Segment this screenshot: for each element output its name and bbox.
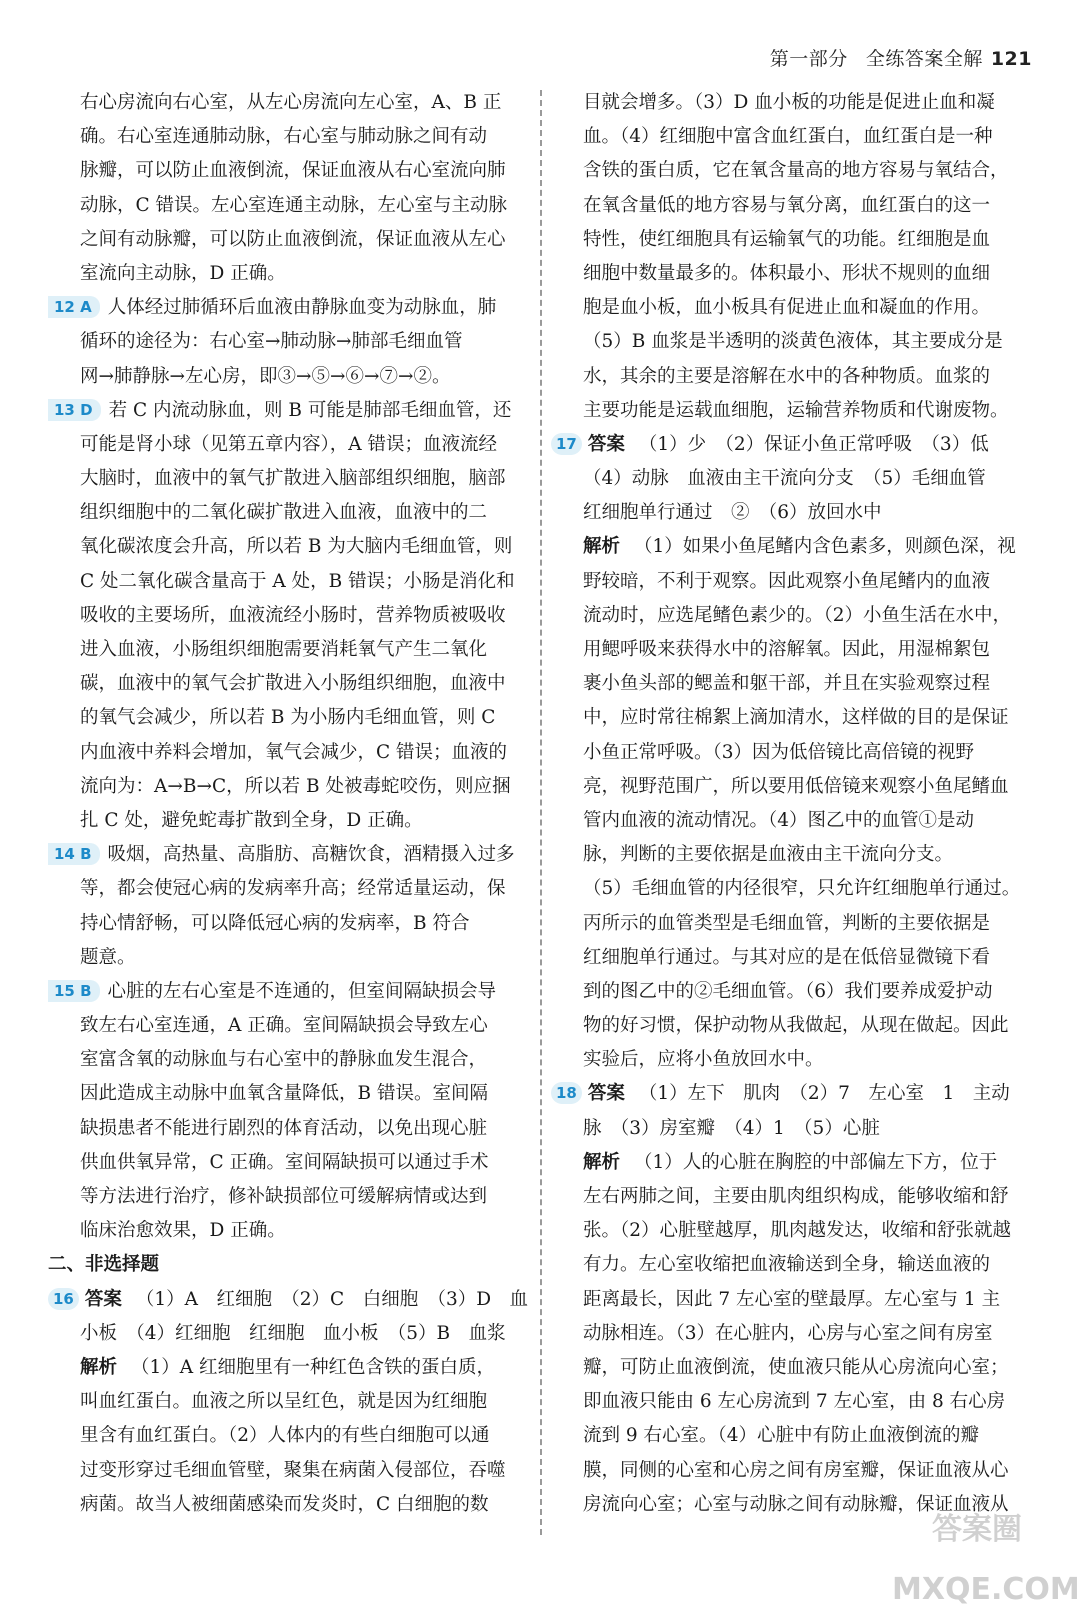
answer-label: 答案 xyxy=(84,1288,122,1310)
text-line: （5）B 血浆是半透明的淡黄色液体，其主要成分是 xyxy=(583,331,1003,353)
text-line: 含铁的蛋白质，它在氧含量高的地方容易与氧结合， xyxy=(583,160,1009,182)
text-line: 主要功能是运载血细胞，运输营养物质和代谢废物。 xyxy=(583,399,1009,421)
watermark-logo: 答案圈 MXQE.COM xyxy=(892,1512,1080,1607)
answer-label: 答案 xyxy=(587,433,625,455)
text-line: （1）少 （2）保证小鱼正常呼吸 （3）低 xyxy=(638,433,989,455)
question-number-badge: 18 xyxy=(551,1082,582,1104)
text-line: 红细胞单行通过 ② （6）放回水中 xyxy=(583,502,882,524)
text-line: 右心房流向右心室，从左心房流向左心室，A、B 正 xyxy=(80,92,502,113)
text-line: 实验后，应将小鱼放回水中。 xyxy=(583,1049,824,1071)
text-line: 小板 （4）红细胞 红细胞 血小板 （5）B 血浆 xyxy=(80,1322,506,1344)
text-line: 水，其余的主要是溶解在水中的各种物质。血浆的 xyxy=(583,365,991,387)
text-line: 持心情舒畅，可以降低冠心病的发病率，B 符合 xyxy=(80,912,470,934)
text-line: 里含有血红蛋白。（2）人体内的有些白细胞可以通 xyxy=(80,1425,490,1447)
question-18 xyxy=(556,1077,1033,1521)
text-line: 叫血红蛋白。血液之所以呈红色，就是因为红细胞 xyxy=(80,1391,488,1413)
text-line: 过变形穿过毛细血管壁，聚集在病菌入侵部位，吞噬 xyxy=(80,1459,506,1481)
text-line: 致左右心室连通，A 正确。室间隔缺损会导致左心 xyxy=(80,1015,488,1037)
text-line: 红细胞单行通过。与其对应的是在低倍显微镜下看 xyxy=(583,946,991,968)
text-line: 进入血液，小肠组织细胞需要消耗氧气产生二氧化 xyxy=(80,639,488,660)
text-line: 等，都会使冠心病的发病率升高；经常适量运动，保 xyxy=(80,878,506,900)
left-column xyxy=(48,86,529,1522)
text-line: 在氧含量低的地方容易与氧分离，血红蛋白的这一 xyxy=(583,194,991,216)
text-line: 目就会增多。（3）D 血小板的功能是促进止血和凝 xyxy=(583,92,995,113)
text-line: 可能是肾小球（见第五章内容），A 错误；血液流经 xyxy=(80,433,497,455)
question-12 xyxy=(54,291,520,394)
text-line: 室流向主动脉，D 正确。 xyxy=(80,262,286,284)
text-line: 流向为：A→B→C，所以若 B 处被毒蛇咬伤，则应捆 xyxy=(80,775,511,797)
question-badge: 14 B xyxy=(48,843,100,865)
text-line: 胞是血小板，血小板具有促进止血和凝血的作用。 xyxy=(583,297,991,319)
question-13 xyxy=(54,394,520,838)
text-line: （1）如果小鱼尾鳍内含色素多，则颜色深，视 xyxy=(634,536,1016,558)
text-line: （1）人的心脏在胸腔的中部偏左下方，位于 xyxy=(634,1151,998,1173)
text-line: 循环的途径为：右心室→肺动脉→肺部毛细血管 xyxy=(80,331,463,353)
text-line: 题意。 xyxy=(80,946,136,968)
page-number: 121 xyxy=(990,48,1032,70)
text-line: 大脑时，血液中的氧气扩散进入脑部组织细胞，脑部 xyxy=(80,468,506,490)
text-line: 网→肺静脉→左心房，即③→⑤→⑥→⑦→②。 xyxy=(80,365,451,387)
text-line: 脉，判断的主要依据是血液由主干流向分支。 xyxy=(583,844,954,866)
text-line: 吸收的主要场所，血液流经小肠时，营养物质被吸收 xyxy=(80,604,506,626)
text-line: （1）左下 肌肉 （2）7 左心室 1 主动 xyxy=(638,1083,1010,1105)
analysis-label: 解析 xyxy=(583,1151,621,1173)
text-line: （4）动脉 血液由主干流向分支 （5）毛细血管 xyxy=(583,468,986,490)
text-line: 小鱼正常呼吸。（3）因为低倍镜比高倍镜的视野 xyxy=(583,741,975,763)
text-line: 膜，同侧的心室和心房之间有房室瓣，保证血液从心 xyxy=(583,1459,1009,1481)
text-line: （5）毛细血管的内径很窄，只允许红细胞单行通过。 xyxy=(583,878,1021,900)
question-badge: 12 A xyxy=(48,296,100,318)
text-line: 管内血液的流动情况。（4）图乙中的血管①是动 xyxy=(583,809,975,831)
text-line: 动脉相连。（3）在心脏内，心房与心室之间有房室 xyxy=(583,1322,993,1344)
column-divider xyxy=(540,90,542,1535)
text-line: 细胞中数量最多的。体积最小、形状不规则的血细 xyxy=(583,262,991,284)
text-line: 室富含氧的动脉血与右心室中的静脉血发生混合， xyxy=(80,1049,488,1071)
text-line: 病菌。故当人被细菌感染而发炎时，C 白细胞的数 xyxy=(80,1493,489,1515)
left-paragraph-continued xyxy=(80,86,520,291)
question-15 xyxy=(54,975,520,1249)
analysis-label: 解析 xyxy=(80,1356,118,1378)
question-number-badge: 17 xyxy=(551,433,582,455)
header-title: 全练答案全解 xyxy=(865,48,983,70)
text-line: 特性，使红细胞具有运输氧气的功能。红细胞是血 xyxy=(583,228,991,250)
text-line: 亮，视野范围广，所以要用低倍镜来观察小鱼尾鳍血 xyxy=(583,775,1009,797)
right-column xyxy=(556,86,1033,1522)
question-17 xyxy=(556,428,1033,1078)
text-line: 血。（4）红细胞中富含血红蛋白，血红蛋白是一种 xyxy=(583,126,993,148)
text-line: 裹小鱼头部的鳃盖和躯干部，并且在实验观察过程 xyxy=(583,673,991,695)
text-line: 的氧气会减少，所以若 B 为小肠内毛细血管，则 C xyxy=(80,707,496,729)
analysis-label: 解析 xyxy=(583,536,621,558)
text-line: 氧化碳浓度会升高，所以若 B 为大脑内毛细血管，则 xyxy=(80,536,513,558)
header-section: 第一部分 xyxy=(769,48,848,70)
text-line: 即血液只能由 6 左心房流到 7 左心室，由 8 右心房 xyxy=(583,1391,1006,1413)
text-line: 到的图乙中的②毛细血管。（6）我们要养成爱护动 xyxy=(583,980,993,1002)
text-line: 内血液中养料会增加，氧气会减少，C 错误；血液的 xyxy=(80,741,508,763)
text-line: （1）A 红细胞里有一种红色含铁的蛋白质， xyxy=(131,1356,496,1378)
text-line: 供血供氧异常，C 正确。室间隔缺损可以通过手术 xyxy=(80,1151,489,1173)
text-line: 张。（2）心脏壁越厚，肌肉越发达，收缩和舒张就越 xyxy=(583,1220,1012,1242)
text-line: 碳，血液中的氧气会扩散进入小肠组织细胞，血液中 xyxy=(80,673,506,695)
question-badge: 15 B xyxy=(48,980,100,1002)
text-line: 物的好习惯，保护动物从我做起，从现在做起。因此 xyxy=(583,1015,1009,1037)
text-line: 脉 （3）房室瓣 （4）1 （5）心脏 xyxy=(583,1117,880,1139)
text-line: （1）A 红细胞 （2）C 白细胞 （3）D 血 xyxy=(135,1288,529,1310)
text-line: 房流向心室；心室与动脉之间有动脉瓣，保证血液从 xyxy=(583,1493,1009,1515)
text-line: 临床治愈效果，D 正确。 xyxy=(80,1220,286,1242)
q16-analysis-continued xyxy=(583,86,1033,428)
text-line: 动脉，C 错误。左心室连通主动脉，左心室与主动脉 xyxy=(80,194,508,216)
text-line: 脉瓣，可以防止血液倒流，保证血液从右心室流向肺 xyxy=(80,160,506,182)
text-line: 扎 C 处，避免蛇毒扩散到全身，D 正确。 xyxy=(80,809,423,831)
text-line: 人体经过肺循环后血液由静脉血变为动脉血，肺 xyxy=(107,297,497,319)
text-line: 用鳃呼吸来获得水中的溶解氧。因此，用湿棉絮包 xyxy=(583,639,991,660)
text-line: 野较暗，不利于观察。因此观察小鱼尾鳍内的血液 xyxy=(583,570,991,592)
text-line: 因此造成主动脉中血氧含量降低，B 错误。室间隔 xyxy=(80,1083,488,1105)
text-line: 流动时，应选尾鳍色素少的。（2）小鱼生活在水中， xyxy=(583,604,1012,626)
text-line: 丙所示的血管类型是毛细血管，判断的主要依据是 xyxy=(583,912,991,934)
text-line: 心脏的左右心室是不连通的，但室间隔缺损会导 xyxy=(107,980,497,1002)
text-line: 距离最长，因此 7 左心室的壁最厚。左心室与 1 主 xyxy=(583,1288,1001,1310)
text-line: 组织细胞中的二氧化碳扩散进入血液，血液中的二 xyxy=(80,502,488,524)
section-heading: 二、非选择题 xyxy=(48,1254,160,1276)
question-14 xyxy=(54,838,520,975)
text-line: 吸烟，高热量、高脂肪、高糖饮食，酒精摄入过多 xyxy=(107,844,515,866)
text-line: 有力。左心室收缩把血液输送到全身，输送血液的 xyxy=(583,1254,991,1276)
text-line: 确。右心室连通肺动脉，右心室与肺动脉之间有动 xyxy=(80,126,488,148)
text-line: 左右两肺之间，主要由肌肉组织构成，能够收缩和舒 xyxy=(583,1186,1009,1207)
question-badge: 13 D xyxy=(48,399,101,421)
text-line: 等方法进行治疗，修补缺损部位可缓解病情或达到 xyxy=(80,1186,488,1207)
page-header xyxy=(770,44,1032,71)
question-number-badge: 16 xyxy=(48,1288,79,1310)
text-line: 流到 9 右心室。（4）心脏中有防止血液倒流的瓣 xyxy=(583,1425,980,1447)
text-line: 之间有动脉瓣，可以防止血液倒流，保证血液从左心 xyxy=(80,228,506,250)
text-line: 若 C 内流动脉血，则 B 可能是肺部毛细血管，还 xyxy=(108,399,512,421)
text-line: 瓣，可防止血液倒流，使血液只能从心房流向心室； xyxy=(583,1356,1009,1378)
answer-label: 答案 xyxy=(587,1083,625,1105)
text-line: 缺损患者不能进行剧烈的体育活动，以免出现心脏 xyxy=(80,1117,488,1139)
question-16 xyxy=(53,1283,529,1522)
text-line: 中，应时常往棉絮上滴加清水，这样做的目的是保证 xyxy=(583,707,1009,729)
text-line: C 处二氧化碳含量高于 A 处，B 错误；小肠是消化和 xyxy=(80,570,515,592)
